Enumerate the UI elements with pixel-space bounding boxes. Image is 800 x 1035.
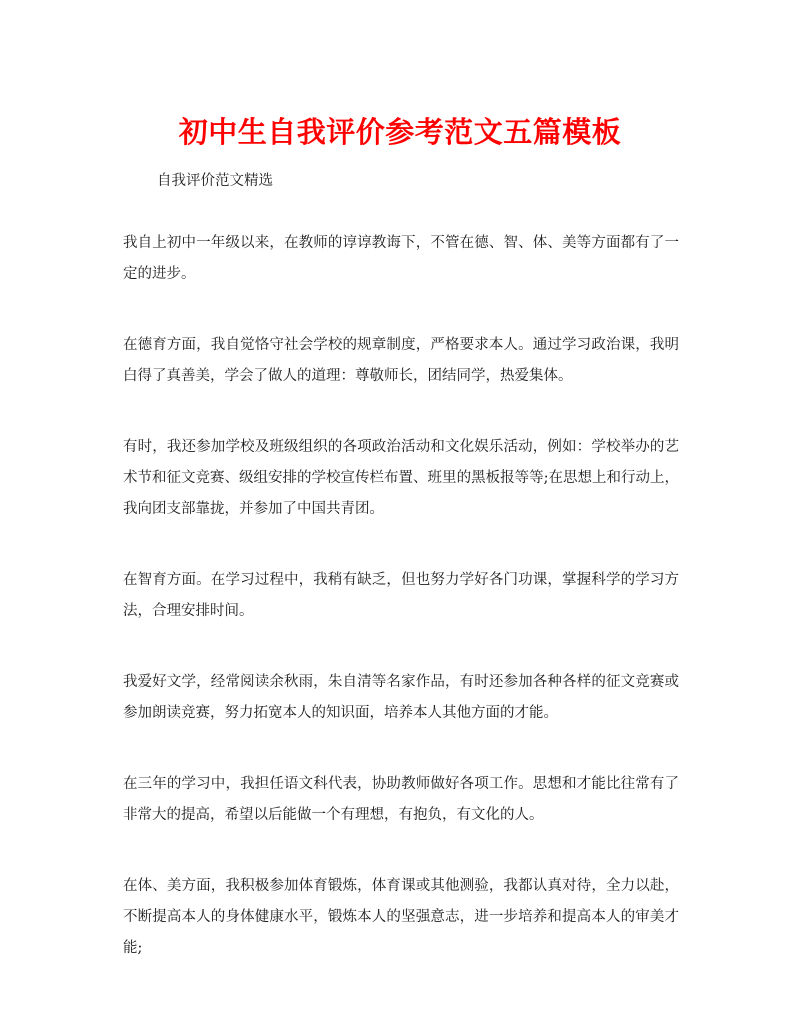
document-body [123,228,679,1004]
paragraph: 我爱好文学，经常阅读余秋雨，朱自清等名家作品，有时还参加各种各样的征文竞赛或参加朗读竞赛，努力拓宽本人的知识面，培养本人其他方面的才能。 [123,674,679,721]
paragraph: 有时，我还参加学校及班级组织的各项政治活动和文化娱乐活动，例如：学校举办的艺术节和征文竞赛、级组安排的学校宣传栏布置、班里的黑板报等等;在思想上和行动上，我向团支部靠拢，并参加了中国共青团。 [123,439,679,517]
document-subtitle: 自我评价范文精选 [157,173,273,189]
paragraph: 我自上初中一年级以来，在教师的谆谆教诲下，不管在德、智、体、美等方面都有了一定的进步。 [123,235,679,282]
paragraph: 在体、美方面，我积极参加体育锻炼，体育课或其他测验，我都认真对待，全力以赴，不断提高本人的身体健康水平，锻炼本人的坚强意志，进一步培养和提高本人的审美才能; [123,878,679,956]
document-title: 初中生自我评价参考范文五篇模板 [178,115,622,149]
paragraph: 在智育方面。在学习过程中，我稍有缺乏，但也努力学好各门功课，掌握科学的学习方法，合理安排时间。 [123,572,679,619]
paragraph: 在三年的学习中，我担任语文科代表，协助教师做好各项工作。思想和才能比往常有了非常大的提高，希望以后能做一个有理想，有抱负，有文化的人。 [123,776,679,823]
paragraph: 在德育方面，我自觉恪守社会学校的规章制度，严格要求本人。通过学习政治课，我明白得了真善美，学会了做人的道理：尊敬师长，团结同学，热爱集体。 [123,337,679,384]
